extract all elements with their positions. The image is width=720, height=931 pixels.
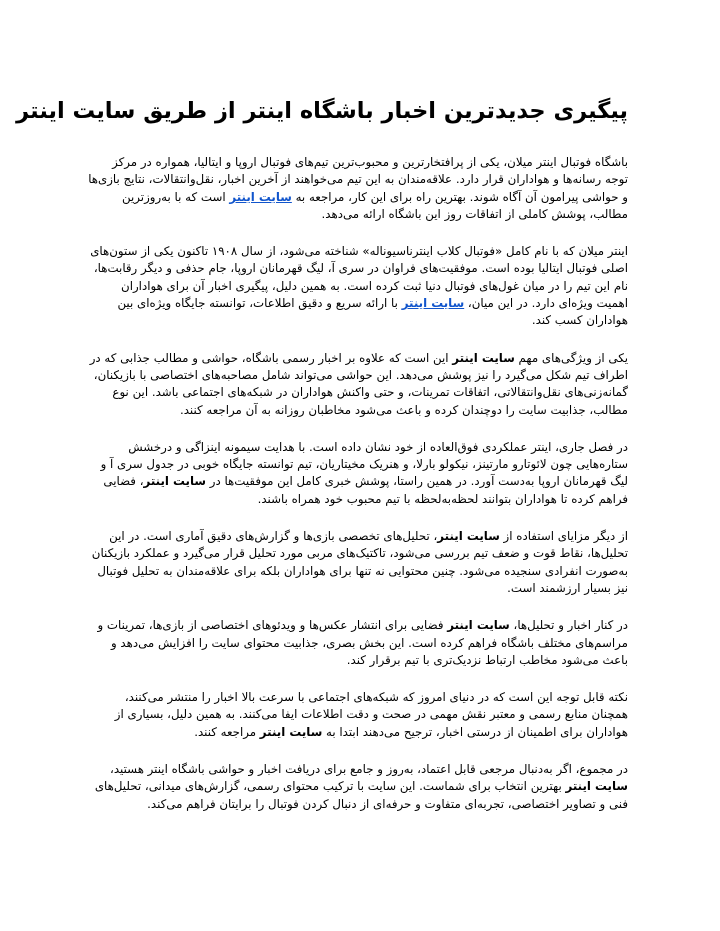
bold-site-name: سایت اینتر [259, 724, 323, 739]
paragraph-text: اینتر میلان که با نام کامل «فوتبال کلاب اینترناسیوناله» شناخته می‌شود، از سال ۱۹۰۸ تاکنون یکی از ستون‌های اصلی فوتبال ایتالیا بوده است. موفقیت‌های فراوان در سری آ، لیگ قهرمانان اروپا، جام حذفی و دیگر رقابت‌ها، نام این تیم را در میان غول‌های فوتبال دنیا ثبت کرده است. به همین دلیل، پیگیری اخبار آن برای هواداران اهمیت ویژه‌ای دارد. در این میان، [90, 244, 628, 311]
paragraph-5 [88, 528, 628, 597]
paragraph-3 [88, 350, 628, 419]
bold-site-name: سایت اینتر [565, 779, 628, 794]
paragraph-text: با ارائه سریع و دقیق اطلاعات، توانسته جایگاه ویژه‌ای بین هواداران کسب کند. [117, 296, 628, 328]
bold-site-name: سایت اینتر [447, 618, 510, 633]
paragraph-text: ، فضایی فراهم کرده تا هواداران بتوانند لحظه‌به‌لحظه با تیم محبوب خود همراه باشند. [103, 474, 628, 506]
paragraph-text: این است که علاوه بر اخبار رسمی باشگاه، حواشی و مطالب جذابی که در اطراف تیم شکل می‌گیرد را نیز پوشش می‌دهد. این حواشی می‌تواند شامل مصاحبه‌های اختصاصی با بازیکنان، گمانه‌زنی‌های نقل‌وانتقالاتی، اتفاقات تمرینات، و حتی واکنش هواداران در شبکه‌های اجتماعی باشد. این نوع مطالب، جذابیت سایت را دوچندان کرده و باعث می‌شود مخاطبان روزانه به آن مراجعه کنند. [89, 350, 628, 417]
paragraph-2 [88, 243, 628, 329]
paragraph-text: در کنار اخبار و تحلیل‌ها، [509, 618, 628, 633]
paragraph-text: است که با به‌روزترین مطالب، پوشش کاملی از اتفاقات روز این باشگاه ارائه می‌دهد. [122, 189, 628, 221]
paragraph-text: در فصل جاری، اینتر عملکردی فوق‌العاده از خود نشان داده است. با هدایت سیمونه اینزاگی و درخشش ستاره‌هایی چون لائوتارو مارتینز، نیکولو بارلا، و هنریک مخیتاریان، تیم توانسته جایگاه خوبی در جدول سری آ و لیگ قهرمانان اروپا به‌دست آورد. در همین راستا، پوشش خبری کامل این موفقیت‌ها در [100, 439, 628, 489]
paragraph-text: یکی از ویژگی‌های مهم [514, 350, 628, 365]
paragraph-text: در مجموع، اگر به‌دنبال مرجعی قابل اعتماد، به‌روز و جامع برای دریافت اخبار و حواشی باشگاه اینتر هستید، [110, 762, 628, 777]
paragraph-text: باشگاه فوتبال اینتر میلان، یکی از پرافتخارترین و محبوب‌ترین تیم‌های فوتبال اروپا و ایتالیا، همواره در مرکز توجه رسانه‌ها و هواداران قرار دارد. علاقه‌مندان به این تیم می‌خواهند از آخرین اخبار، نقل‌وانتقالات، نتایج بازی‌ها و حواشی پیرامون آن آگاه شوند. بهترین راه برای این کار، مراجعه به [88, 155, 628, 204]
paragraph-1 [88, 154, 628, 223]
paragraph-text: نکته قابل توجه این است که در دنیای امروز که شبکه‌های اجتماعی با سرعت بالا اخبار را منتشر می‌کنند، همچنان منابع رسمی و معتبر نقش مهمی در صحت و دقت اطلاعات ایفا می‌کنند. به همین دلیل، بسیاری از هواداران برای اطمینان از درستی اخبار، ترجیح می‌دهند ابتدا به [114, 690, 628, 739]
paragraph-text: از دیگر مزایای استفاده از [499, 529, 628, 544]
paragraph-text: فضایی برای انتشار عکس‌ها و ویدئوهای اختصاصی از بازی‌ها، تمرینات و مراسم‌های مختلف باشگاه فراهم کرده است. این بخش بصری، جذابیت محتوای سایت را افزایش می‌دهد و باعث می‌شود مخاطب ارتباط نزدیک‌تری با تیم برقرار کند. [97, 618, 628, 667]
paragraph-4 [88, 439, 628, 508]
paragraph-8 [88, 761, 628, 813]
bold-site-name: سایت اینتر [452, 350, 515, 365]
paragraph-text: مراجعه کنند. [194, 724, 260, 739]
site-link[interactable]: سایت اینتر [229, 189, 292, 204]
paragraph-text: ، تحلیل‌های تخصصی بازی‌ها و گزارش‌های دقیق آماری است. در این تحلیل‌ها، نقاط قوت و ضعف تیم بررسی می‌شود، تاکتیک‌های مربی مورد تحلیل قرار می‌گیرد و عملکرد بازیکنان به‌صورت انفرادی سنجیده می‌شود. چنین محتوایی نه تنها برای هواداران بلکه برای علاقه‌مندان به تحلیل فوتبال نیز بسیار ارزشمند است. [91, 529, 628, 595]
bold-site-name: سایت اینتر [437, 529, 500, 544]
paragraph-7 [88, 689, 628, 741]
site-link[interactable]: سایت اینتر [401, 296, 465, 311]
paragraph-6 [88, 617, 628, 669]
page-title: پیگیری جدیدترین اخبار باشگاه اینتر از طریق سایت اینتر [16, 98, 628, 124]
article-body [88, 154, 628, 813]
paragraph-text: بهترین انتخاب برای شماست. این سایت با ترکیب محتوای رسمی، گزارش‌های میدانی، تحلیل‌های فنی و تصاویر اختصاصی، تجربه‌ای متفاوت و حرفه‌ای از دنبال کردن فوتبال را برایتان فراهم می‌کند. [94, 779, 628, 811]
bold-site-name: سایت اینتر [143, 474, 206, 489]
